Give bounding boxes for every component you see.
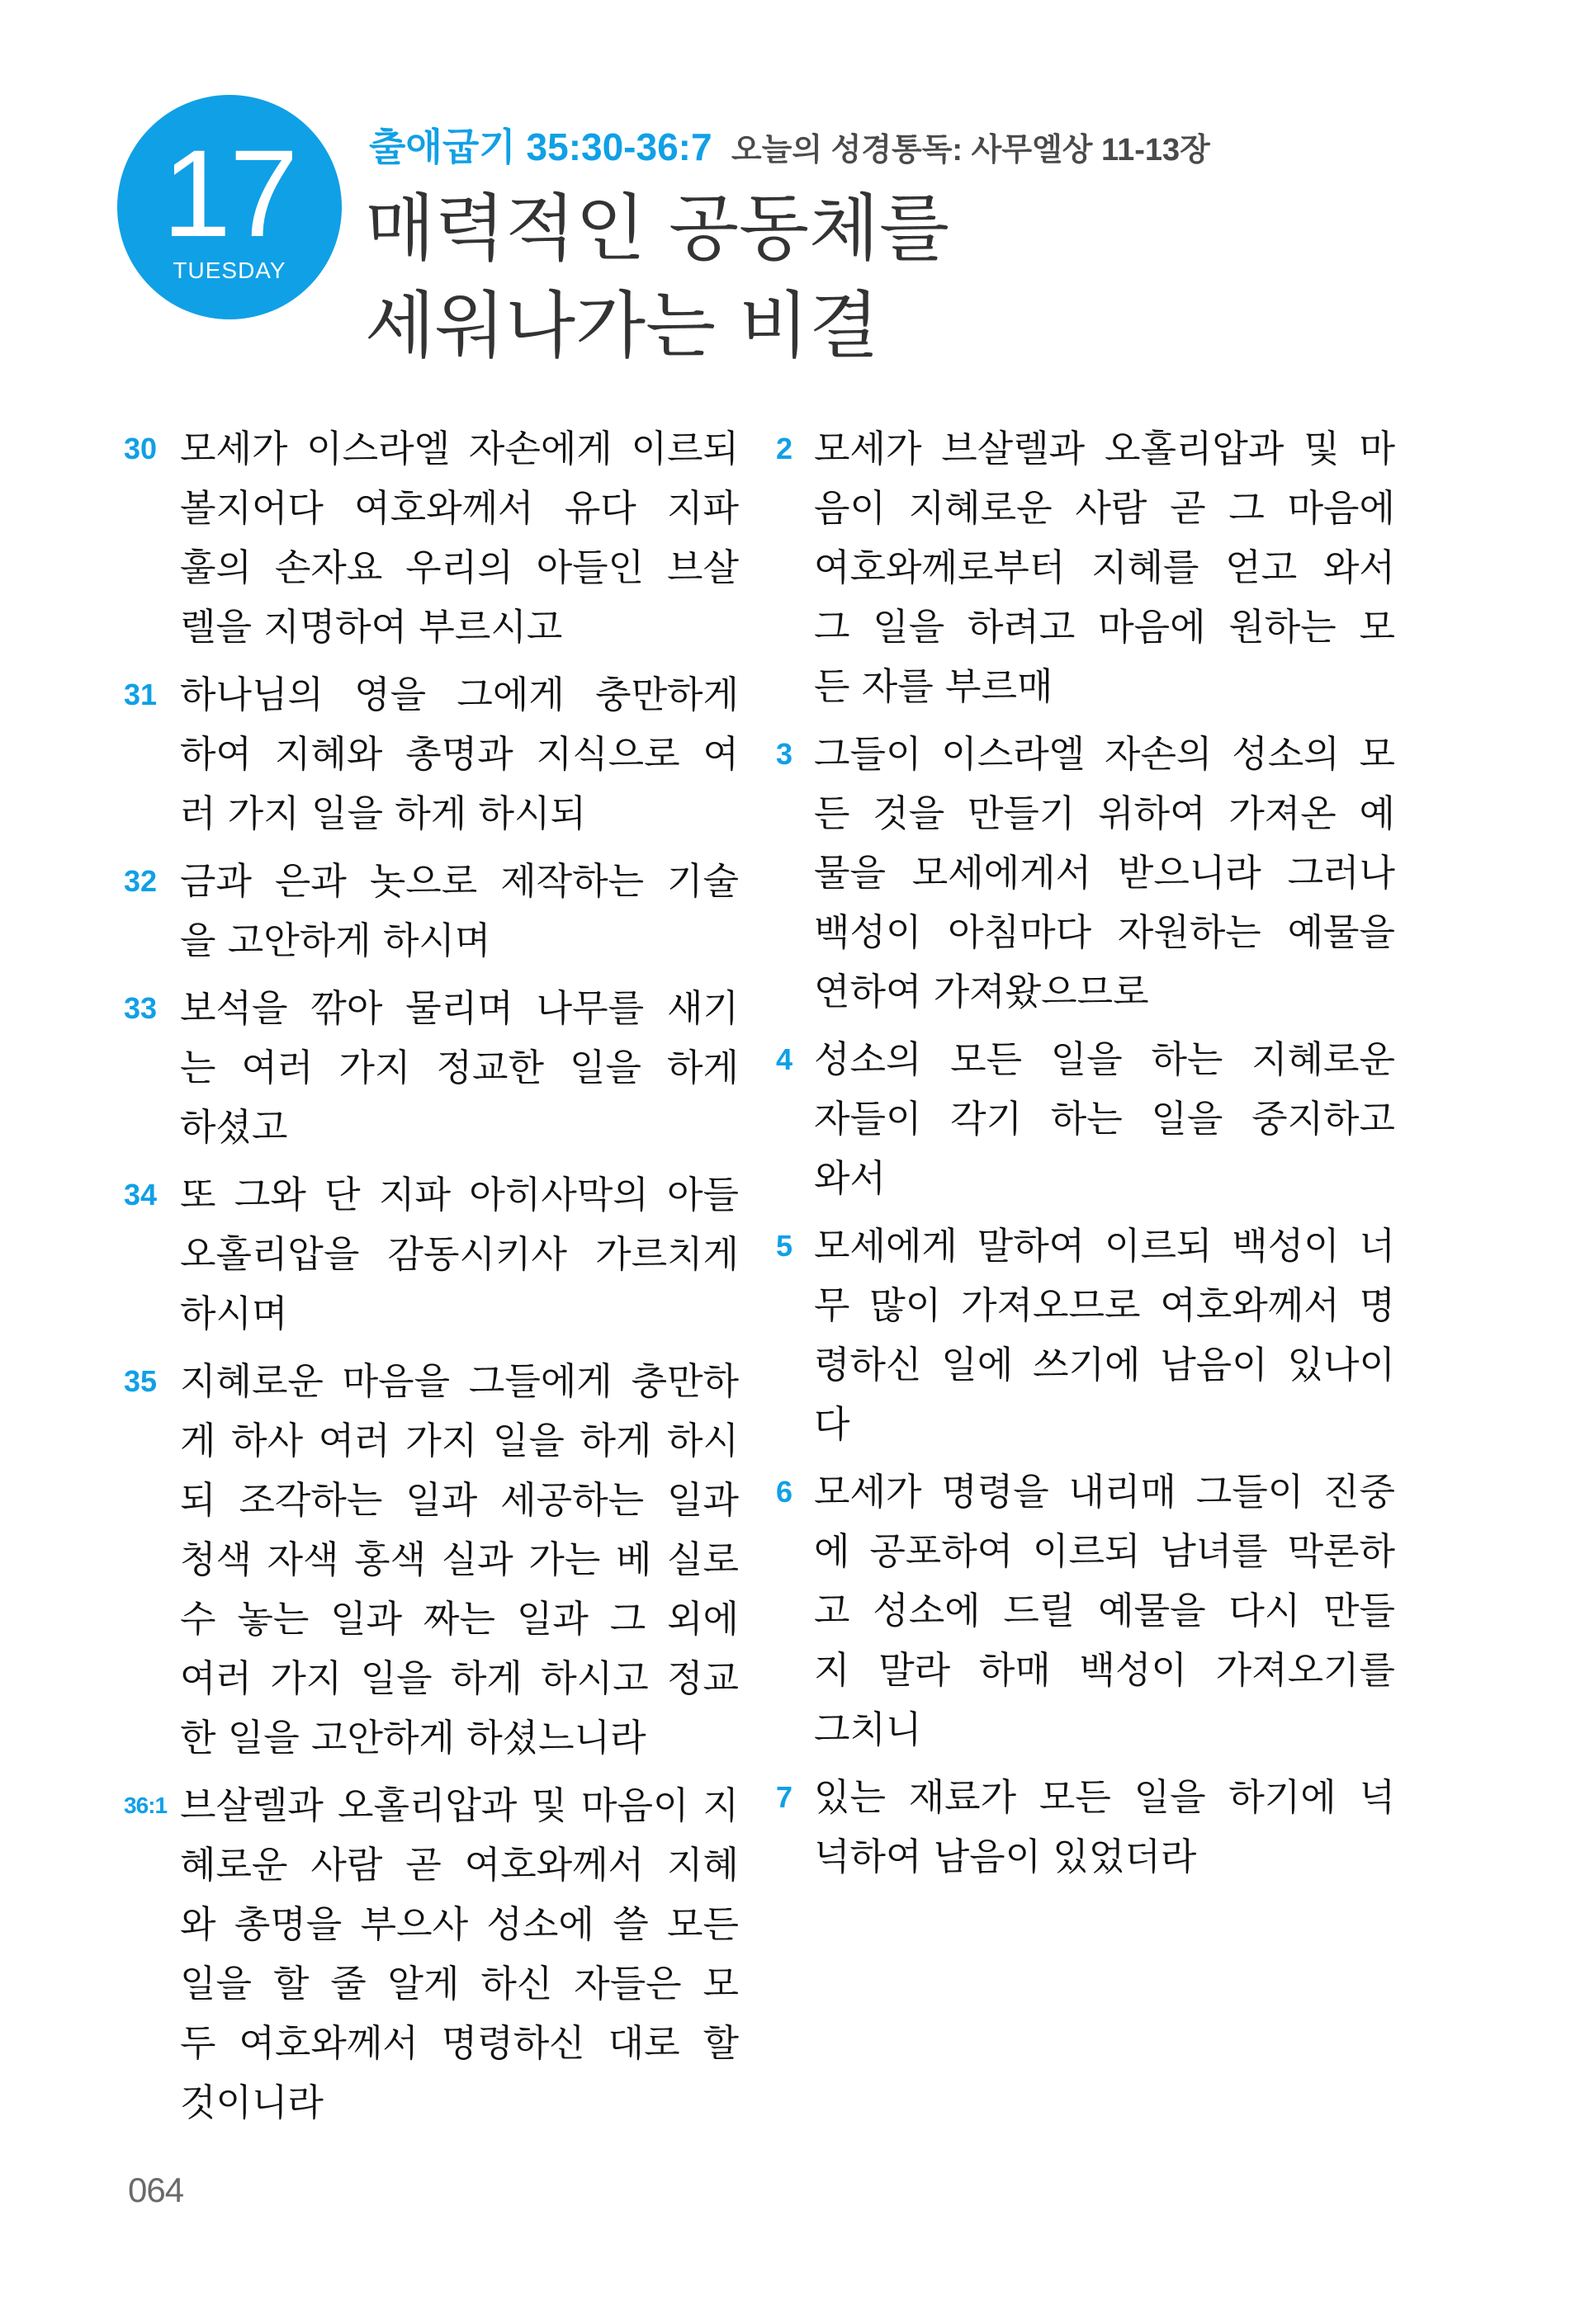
verse-block	[124, 1776, 739, 2133]
verse-text	[814, 1768, 1395, 1887]
verse-line: 무 많이 가져오므로 여호와께서 명	[814, 1283, 1395, 1327]
verse-line: 훌의 손자요 우리의 아들인 브살	[180, 546, 739, 589]
verse-block	[776, 1030, 1395, 1208]
verse-text	[814, 1030, 1395, 1208]
verse-number: 33	[124, 991, 158, 1025]
verse-block	[124, 1165, 739, 1344]
verse-number: 34	[124, 1178, 158, 1212]
verse-text	[814, 725, 1395, 1022]
verse-block	[776, 1216, 1395, 1454]
weekday-label: TUESDAY	[173, 257, 286, 283]
verse-text	[180, 1165, 739, 1344]
passage-reference: 출애굽기 35:30-36:7	[369, 125, 712, 168]
title-line: 매력적인 공동체를	[365, 186, 950, 271]
verse-number: 4	[776, 1042, 793, 1076]
verse-line: 고 성소에 드릴 예물을 다시 만들	[814, 1589, 1395, 1632]
verse-number: 32	[124, 864, 158, 898]
verse-block	[776, 725, 1395, 1022]
verse-text	[180, 419, 739, 657]
verse-line: 또 그와 단 지파 아히사막의 아들	[180, 1173, 739, 1216]
verse-line: 물을 모세에게서 받으니라 그러나	[814, 851, 1395, 895]
verse-line: 모세가 이스라엘 자손에게 이르되	[180, 427, 739, 470]
verse-line: 성소의 모든 일을 하는 지혜로운	[814, 1037, 1395, 1081]
verse-line: 있는 재료가 모든 일을 하기에 넉	[814, 1775, 1395, 1819]
reading-plan: 오늘의 성경통독: 사무엘상 11-13장	[731, 133, 1210, 168]
verse-line: 수 놓는 일과 짜는 일과 그 외에	[180, 1597, 739, 1641]
verse-line: 모세가 브살렐과 오홀리압과 및 마	[814, 427, 1395, 470]
verse-line: 여러 가지 일을 하게 하시고 정교	[180, 1656, 739, 1700]
verse-line: 는 여러 가지 정교한 일을 하게	[180, 1046, 739, 1089]
verse-line: 게 하사 여러 가지 일을 하게 하시	[180, 1419, 739, 1462]
verse-text	[180, 1352, 739, 1768]
title-line: 세워나가는 비결	[365, 283, 880, 368]
left-column	[124, 419, 739, 2141]
verse-text	[180, 1776, 739, 2133]
verse-line: 볼지어다 여호와께서 유다 지파	[180, 486, 739, 530]
verse-number: 7	[776, 1780, 793, 1814]
verse-text	[180, 852, 739, 971]
verse-block	[776, 1768, 1395, 1887]
verse-line: 브살렐과 오홀리압과 및 마음이 지	[180, 1783, 739, 1827]
verse-number: 35	[124, 1364, 158, 1398]
verse-line: 금과 은과 놋으로 제작하는 기술	[180, 859, 739, 903]
verse-line: 하셨고	[180, 1105, 288, 1149]
verse-text	[180, 979, 739, 1157]
verse-line: 지혜로운 마음을 그들에게 충만하	[180, 1359, 739, 1403]
verse-block	[124, 852, 739, 971]
verse-number: 6	[776, 1475, 793, 1509]
verse-line: 든 것을 만들기 위하여 가져온 예	[814, 791, 1395, 835]
verse-block	[124, 1352, 739, 1768]
verse-line: 한 일을 고안하게 하셨느니라	[180, 1716, 646, 1760]
verse-number: 31	[124, 678, 158, 711]
verse-text	[180, 665, 739, 843]
verse-block	[124, 419, 739, 657]
verse-line: 에 공포하여 이르되 남녀를 막론하	[814, 1529, 1395, 1573]
verse-line: 혜로운 사람 곧 여호와께서 지혜	[180, 1843, 739, 1887]
verse-line: 모세가 명령을 내리매 그들이 진중	[814, 1470, 1395, 1514]
verse-number: 36:1	[124, 1793, 168, 1818]
verse-block	[776, 1462, 1395, 1760]
verse-number: 5	[776, 1229, 793, 1263]
verse-line: 다	[814, 1402, 850, 1446]
verse-line: 그 일을 하려고 마음에 원하는 모	[814, 605, 1395, 649]
verse-block	[124, 665, 739, 843]
page-number: 064	[128, 2170, 184, 2209]
verse-line: 여호와께로부터 지혜를 얻고 와서	[814, 546, 1395, 589]
verse-line: 모세에게 말하여 이르되 백성이 너	[814, 1224, 1395, 1268]
header-meta	[369, 124, 1210, 173]
verse-line: 음이 지혜로운 사람 곧 그 마음에	[814, 486, 1395, 530]
verse-line: 연하여 가져왔으므로	[814, 970, 1149, 1013]
verse-block	[776, 419, 1395, 716]
verse-line: 두 여호와께서 명령하신 대로 할	[180, 2021, 739, 2065]
verse-line: 하시며	[180, 1292, 288, 1335]
verse-line: 을 고안하게 하시며	[180, 919, 491, 962]
verse-line: 청색 자색 홍색 실과 가는 베 실로	[180, 1538, 739, 1581]
verse-line: 렐을 지명하여 부르시고	[180, 605, 563, 649]
verse-line: 자들이 각기 하는 일을 중지하고	[814, 1097, 1395, 1141]
verse-line: 와 총명을 부으사 성소에 쓸 모든	[180, 1902, 739, 1946]
verse-number: 2	[776, 432, 793, 465]
verse-line: 그들이 이스라엘 자손의 성소의 모	[814, 732, 1395, 776]
page-title	[365, 180, 949, 375]
verse-line: 넉하여 남음이 있었더라	[814, 1835, 1197, 1878]
verse-line: 와서	[814, 1156, 886, 1200]
verse-number: 30	[124, 432, 158, 465]
verse-line: 오홀리압을 감동시키사 가르치게	[180, 1232, 739, 1276]
verse-line: 일을 할 줄 알게 하신 자들은 모	[180, 1962, 739, 2005]
verse-number: 3	[776, 737, 793, 771]
verse-line: 것이니라	[180, 2081, 324, 2124]
verse-text	[814, 1462, 1395, 1760]
verse-text	[814, 419, 1395, 716]
verse-block	[124, 979, 739, 1157]
verse-line: 든 자를 부르매	[814, 664, 1053, 708]
verse-line: 하여 지혜와 총명과 지식으로 여	[180, 732, 739, 776]
verse-line: 되 조각하는 일과 세공하는 일과	[180, 1478, 739, 1522]
verse-text	[814, 1216, 1395, 1454]
date-number: 17	[162, 124, 297, 262]
verse-line: 그치니	[814, 1708, 922, 1751]
verse-line: 백성이 아침마다 자원하는 예물을	[814, 910, 1395, 954]
verse-line: 지 말라 하매 백성이 가져오기를	[814, 1648, 1395, 1692]
date-badge	[117, 95, 342, 319]
verse-line: 러 가지 일을 하게 하시되	[180, 791, 586, 835]
verse-line: 보석을 깎아 물리며 나무를 새기	[180, 986, 739, 1030]
right-column	[776, 419, 1395, 1895]
verse-line: 하나님의 영을 그에게 충만하게	[180, 673, 739, 716]
verse-line: 령하신 일에 쓰기에 남음이 있나이	[814, 1343, 1395, 1386]
